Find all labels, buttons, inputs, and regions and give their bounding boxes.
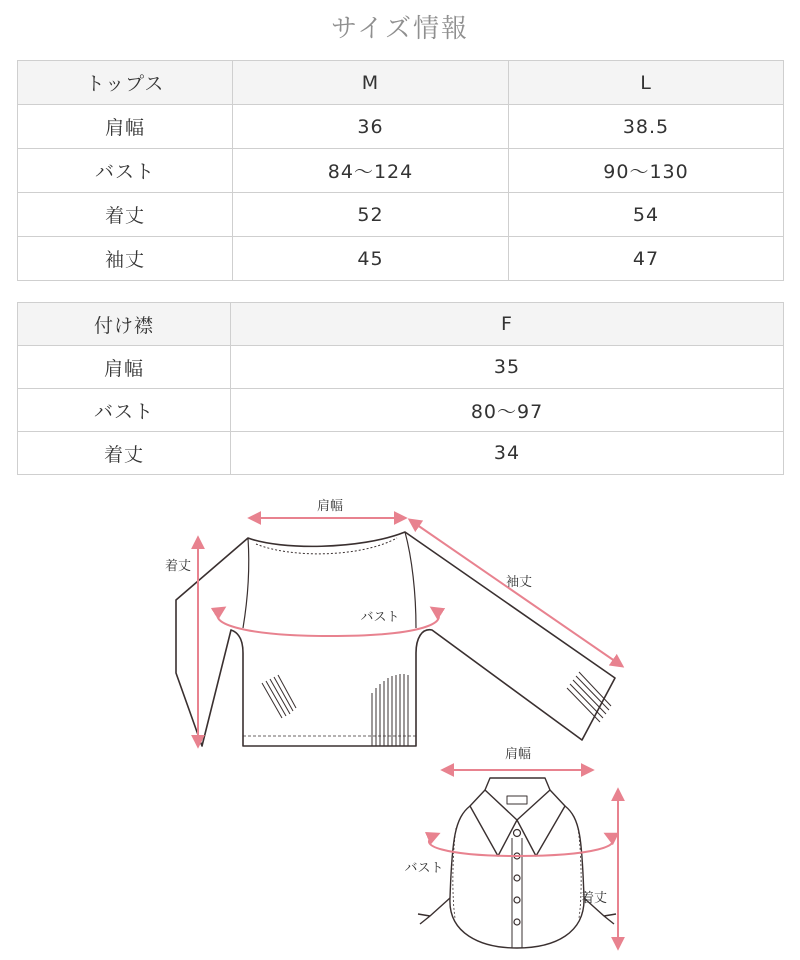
table-cell: 47	[509, 237, 784, 281]
table-row	[18, 105, 784, 149]
table-row	[18, 237, 784, 281]
table-row	[18, 346, 784, 389]
row-label: 肩幅	[18, 346, 231, 389]
header-cell: M	[233, 61, 509, 105]
ribbing	[262, 672, 611, 746]
sleeve-label: 袖丈	[505, 575, 533, 590]
table-cell: 38.5	[509, 105, 784, 149]
collar-bust-label: バスト	[404, 861, 444, 876]
header-cell: 付け襟	[18, 303, 231, 346]
collar-buttons	[514, 830, 521, 926]
collar-arrows	[429, 770, 618, 948]
row-label: 着丈	[18, 432, 231, 475]
table-header-row	[18, 303, 784, 346]
table-cell: 45	[233, 237, 509, 281]
table-cell: 54	[509, 193, 784, 237]
table-cell: 90〜130	[509, 149, 784, 193]
table-cell: 36	[233, 105, 509, 149]
table-row	[18, 432, 784, 475]
row-label: バスト	[18, 389, 231, 432]
measurement-diagram	[0, 478, 800, 960]
table-cell: 84〜124	[233, 149, 509, 193]
row-label: バスト	[18, 149, 233, 193]
collar-length-label: 着丈	[580, 891, 608, 906]
collar-shoulder-label: 肩幅	[504, 747, 532, 762]
header-cell: トップス	[18, 61, 233, 105]
table-cell: 35	[231, 346, 784, 389]
collar-size-table	[17, 302, 784, 475]
table-row	[18, 149, 784, 193]
table-row	[18, 193, 784, 237]
table-row	[18, 389, 784, 432]
tops-size-table	[17, 60, 784, 281]
bust-label: バスト	[360, 610, 400, 625]
header-cell: F	[231, 303, 784, 346]
table-cell: 34	[231, 432, 784, 475]
table-header-row	[18, 61, 784, 105]
row-label: 袖丈	[18, 237, 233, 281]
header-cell: L	[509, 61, 784, 105]
row-label: 着丈	[18, 193, 233, 237]
shoulder-label: 肩幅	[316, 499, 344, 514]
table-cell: 52	[233, 193, 509, 237]
page-title: サイズ情報	[331, 14, 469, 44]
table-cell: 80〜97	[231, 389, 784, 432]
row-label: 肩幅	[18, 105, 233, 149]
length-label: 着丈	[164, 559, 192, 574]
